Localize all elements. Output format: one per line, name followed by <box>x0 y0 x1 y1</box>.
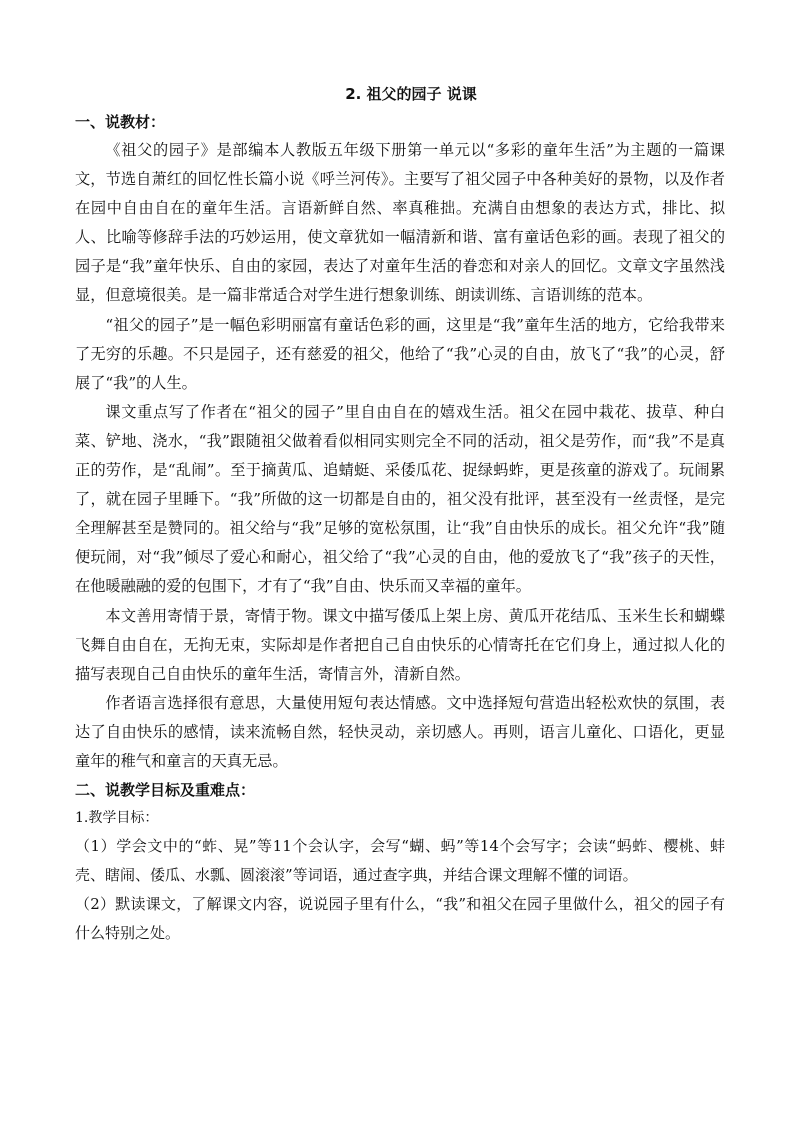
document-title: 2. 祖父的园子 说课 <box>345 85 477 103</box>
paragraph-3: 课文重点写了作者在“祖父的园子”里自由自在的嬉戏生活。祖父在园中栽花、拔草、种白菜、铲地、浇水，“我”跟随祖父做着看似相同实则完全不同的活动，祖父是劳作，而“我”不是真正的劳作，是“乱闹”。至于摘黄瓜、追蜻蜓、采倭瓜花、捉绿蚂蚱，更是孩童的游戏了。玩闹累了，就在园子里睡下。“我”所做的这一切都是自由的，祖父没有批评，甚至没有一丝责怪，是完全理解甚至是赞同的。祖父给与“我”足够的宽松氛围，让“我”自由快乐的成长。祖父允许“我”随便玩闹，对“我”倾尽了爱心和耐心，祖父给了“我”心灵的自由，他的爱放飞了“我”孩子的天性，在他暖融融的爱的包围下，才有了“我”自由、快乐而又幸福的童年。 <box>75 402 725 596</box>
subheading-teaching-goals: 1.教学目标： <box>75 810 159 827</box>
section-heading-goals: 二、说教学目标及重难点： <box>75 781 256 800</box>
paragraph-2: “祖父的园子”是一幅色彩明丽富有童话色彩的画，这里是“我”童年生活的地方，它给我带来了无穷的乐趣。不只是园子，还有慈爱的祖父，他给了“我”心灵的自由，放飞了“我”的心灵，舒展了“我”的人生。 <box>75 315 725 392</box>
paragraph-4: 本文善用寄情于景，寄情于物。课文中描写倭瓜上架上房、黄瓜开花结瓜、玉米生长和蝴蝶飞舞自由自在，无拘无束，实际却是作者把自己自由快乐的心情寄托在它们身上，通过拟人化的描写表现自己自由快乐的童年生活，寄情言外，清新自然。 <box>75 606 725 683</box>
goal-item-2: （2）默读课文，了解课文内容，说说园子里有什么，“我”和祖父在园子里做什么，祖父的园子有什么特别之处。 <box>75 895 725 943</box>
goal-item-1: （1）学会文中的“蚱、晃”等11个会认字，会写“蝴、蚂”等14个会写字；会读“蚂蚱、樱桃、蚌壳、瞎闹、倭瓜、水瓢、圆滚滚”等词语，通过查字典，并结合课文理解不懂的词语。 <box>75 837 725 885</box>
paragraph-5: 作者语言选择很有意思，大量使用短句表达情感。文中选择短句营造出轻松欢快的氛围，表达了自由快乐的感情，读来流畅自然，轻快灵动，亲切感人。再则，语言儿童化、口语化，更显童年的稚气和童言的天真无忌。 <box>75 693 725 770</box>
paragraph-1: 《祖父的园子》是部编本人教版五年级下册第一单元以“多彩的童年生活”为主题的一篇课文，节选自萧红的回忆性长篇小说《呼兰河传》。主要写了祖父园子中各种美好的景物，以及作者在园中自由自在的童年生活。言语新鲜自然、率真稚拙。充满自由想象的表达方式，排比、拟人、比喻等修辞手法的巧妙运用，使文章犹如一幅清新和谐、富有童话色彩的画。表现了祖父的园子是“我”童年快乐、自由的家园，表达了对童年生活的眷恋和对亲人的回忆。文章文字虽然浅显，但意境很美。是一篇非常适合对学生进行想象训练、朗读训练、言语训练的范本。 <box>75 141 725 305</box>
section-heading-textbook: 一、说教材： <box>75 113 166 131</box>
document-page <box>75 80 725 948</box>
